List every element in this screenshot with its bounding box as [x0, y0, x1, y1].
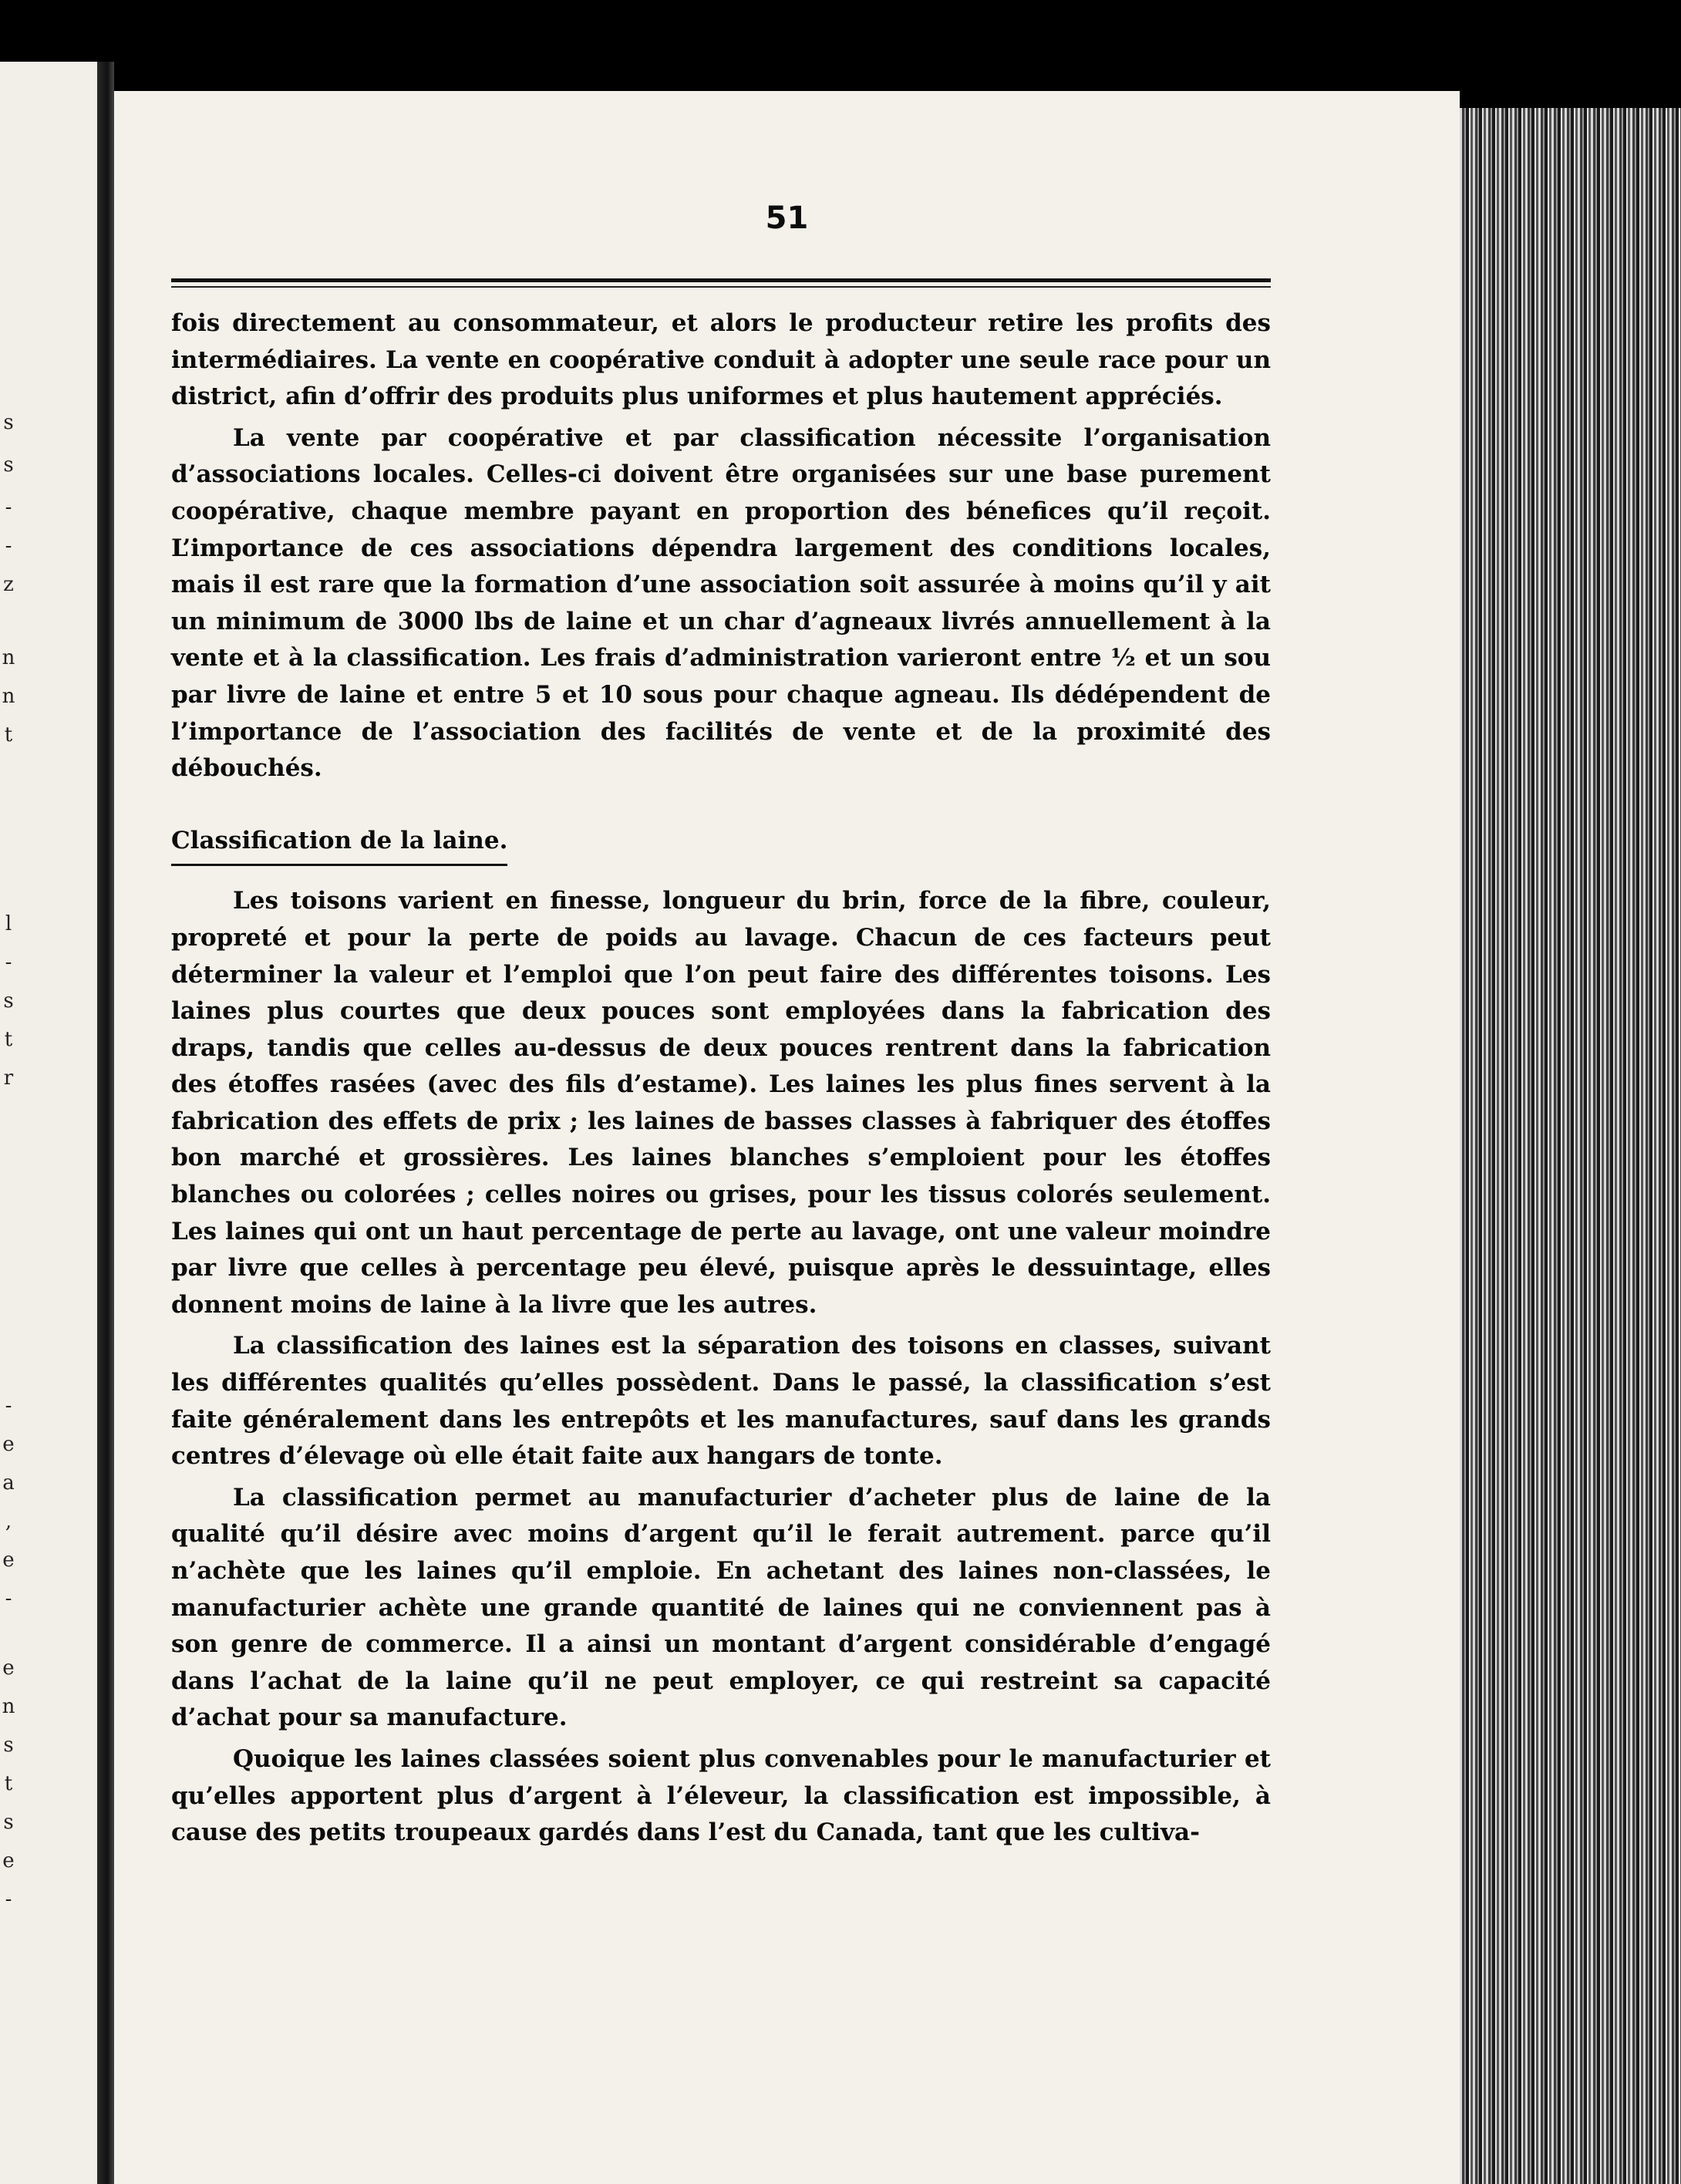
facing-page-char: - — [5, 496, 12, 519]
body-text — [171, 305, 1271, 1856]
facing-page-char: r — [3, 1067, 14, 1090]
paragraph: La classification des laines est la séparation des toisons en classes, suivant les différentes qualités qu’elles possèdent. Dans le passé, la classification s’est faite généralement dans les entrepôts et les manufactures, sauf dans les grands centres d’élevage où elle était faite aux hangars de tonte. — [171, 1332, 1271, 1471]
facing-page-char: t — [4, 1028, 13, 1051]
facing-page-char: s — [3, 453, 14, 477]
book-page — [114, 91, 1460, 2184]
header-rule-thick — [171, 278, 1271, 282]
facing-page-char: z — [3, 573, 14, 596]
facing-page-char: - — [5, 1587, 12, 1610]
facing-page-char: n — [2, 1695, 15, 1718]
facing-page-char: s — [3, 989, 14, 1013]
paragraph: La classification permet au manufacturier d’acheter plus de laine de la qualité qu’il désire avec moins d’argent qu’il le ferait autrement. parce qu’il n’achète que les laines qu’il emploie. En achetant des laines non-classées, le manufacturier achète une grande quantité de laines qui ne conviennent pas à son genre de commerce. Il a ainsi un montant d’argent considérable d’engagé dans l’achat de la laine qu’il ne peut employer, ce qui restreint sa capacité d’achat pour sa manufacture. — [171, 1483, 1271, 1732]
facing-page-char: e — [2, 1433, 15, 1456]
paragraph: La vente par coopérative et par classification nécessite l’organisation d’associations locales. Celles-ci doivent être organisées sur une base purement coopérative, chaque membre payant en proportion des bénefices qu’il reçoit. L’importance de ces associations dépendra largement des conditions locales, mais il est rare que la formation d’une association soit assurée à moins qu’il y ait un minimum de 3000 lbs de laine et un char d’agneaux livrés annuellement à la vente et à la classification. Les frais d’administration varieront entre ½ et un sou par livre de laine et entre 5 et 10 sous pour chaque agneau. Ils dédépendent de l’importance de l’association des facilités de vente et de la proximité des débouchés. — [171, 423, 1271, 783]
facing-page-char: s — [3, 1734, 14, 1757]
facing-page-char: - — [5, 1394, 12, 1417]
facing-page-char: e — [2, 1849, 15, 1872]
facing-page-char: - — [5, 534, 12, 558]
facing-page-char: , — [5, 1510, 12, 1533]
paragraph: Quoique les laines classées soient plus convenables pour le manufacturier et qu’elles apportent plus d’argent à l’éleveur, la classification est impossible, à cause des petits troupeaux gardés dans l’est du Canada, tant que les cultiva- — [171, 1744, 1271, 1847]
facing-page-char: e — [2, 1549, 15, 1572]
paragraph: fois directement au consommateur, et alors le producteur retire les profits des intermédiaires. La vente en coopérative conduit à adopter une seule race pour un district, afin d’offrir des produits plus uniformes et plus hautement appréciés. — [171, 309, 1271, 411]
page-number: 51 — [765, 201, 809, 236]
facing-page-char: t — [4, 723, 13, 747]
facing-page-char: - — [5, 951, 12, 974]
section-heading: Classification de la laine. — [171, 823, 507, 867]
paragraph: Les toisons varient en finesse, longueur du brin, force de la fibre, couleur, propreté et pour la perte de poids au lavage. Chacun de ces facteurs peut déterminer la valeur et l’emploi que l’on peut faire des différentes toisons. Les laines plus courtes que deux pouces sont employées dans la fabrication des draps, tandis que celles au-dessus de deux pouces rentrent dans la fabrication des étoffes rasées (avec des fils d’estame). Les laines les plus fines servent à la fabrication des effets de prix ; les laines de basses classes à fabriquer des étoffes bon marché et grossières. Les laines blanches s’emploient pour les étoffes blanches ou colorées ; celles noires ou grises, pour les tissus colorés seulement. Les laines qui ont un haut percentage de perte au lavage, ont une valeur moindre par livre que celles à percentage peu élevé, puisque après le dessuintage, elles donnent moins de laine à la livre que les autres. — [171, 887, 1271, 1319]
facing-page-char: n — [2, 646, 15, 669]
header-rule-thin — [171, 286, 1271, 288]
facing-page-char: a — [2, 1471, 15, 1495]
book-gutter — [97, 62, 114, 2184]
facing-page-char: l — [5, 912, 12, 935]
facing-page-char: t — [4, 1772, 13, 1795]
facing-page-char: - — [5, 1888, 12, 1911]
facing-page-char: n — [2, 685, 15, 708]
facing-page-char: s — [3, 411, 14, 434]
facing-page-char: e — [2, 1657, 15, 1680]
facing-page-char: s — [3, 1811, 14, 1834]
page-edges-stack — [1460, 108, 1681, 2184]
